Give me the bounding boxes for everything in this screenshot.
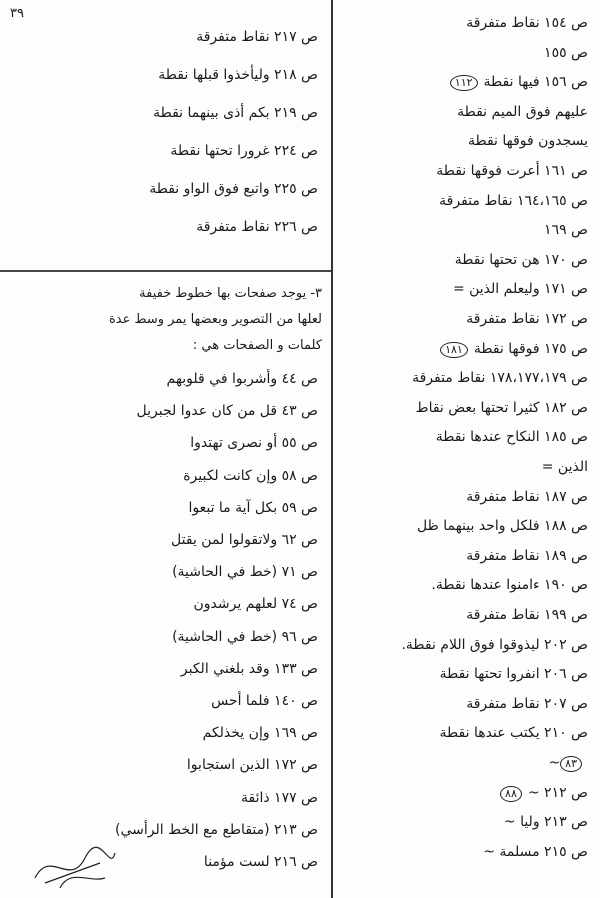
note-line: [504, 813, 588, 831]
note-line-text: ص ٥٩ بكل آية ما تبعوا: [188, 499, 318, 516]
note-line: [190, 434, 318, 452]
note-line-text: ص ٢١٦ لست مؤمنا: [203, 854, 318, 870]
note-line-text: ص ١٨٧ نقاط متفرقة: [466, 488, 588, 505]
note-line-text: ص ٢٢٤ غرورا تحتها نقطة: [170, 143, 318, 159]
note-line-text: ص ١٥٦ فيها نقطة: [483, 74, 588, 91]
note-line: [416, 399, 588, 417]
note-line: [196, 218, 318, 236]
note-line-text: ص ٤٤ وأشربوا في قلوبهم: [166, 371, 318, 387]
note-line: [153, 104, 318, 122]
note-line-text: ص ٢٢٥ واتبع فوق الواو نقطة: [149, 181, 318, 197]
note-line: [196, 28, 318, 46]
note-line: [417, 517, 588, 535]
note-line-text: ص ١٦١ أعرت فوقها نقطة: [436, 163, 588, 179]
note-line-text: ص ٧٤ لعلهم يرشدون: [193, 596, 318, 613]
note-line: [193, 595, 318, 613]
circled-number: ١١٢: [450, 75, 478, 91]
note-line: [468, 132, 588, 150]
note-line: [455, 251, 588, 269]
note-line: [440, 340, 588, 358]
vertical-divider: [331, 0, 333, 898]
note-line: [483, 843, 588, 861]
note-line: [172, 628, 318, 646]
note-line: [167, 370, 319, 388]
note-line: [466, 488, 588, 506]
note-line-text: ص ٢١٢ ~: [527, 784, 588, 801]
note-line: [401, 636, 588, 654]
note-line: [211, 692, 318, 710]
note-line-text: ص ١٥٥: [544, 44, 588, 61]
note-line: [542, 458, 588, 476]
note-line-text: ص ٢١٠ يكتب عندها نقطة: [439, 725, 588, 742]
note-line: [544, 221, 588, 239]
note-line-text: ص ١٧٨،١٧٧،١٧٩ نقاط متفرقة: [412, 370, 588, 387]
note-line-text: ص ١٧٢ الذين استجابوا: [186, 757, 318, 774]
page-number: ٣٩: [10, 6, 24, 21]
note-line: [544, 44, 588, 62]
note-line-text: ص ١٧٥ فوقها نقطة: [473, 340, 588, 357]
note-line: [171, 531, 318, 549]
note-line: [440, 665, 588, 683]
note-line-text: ص ١٨٥ النكاح عندها نقطة: [435, 429, 588, 446]
note-line: [203, 724, 318, 742]
note-line-text: ص ٧١ (خط في الحاشية): [172, 564, 318, 581]
note-line: [466, 14, 588, 32]
note-line-text: ص ١٩٠ ءامنوا عندها نقطة.: [431, 577, 588, 594]
note-line: [115, 821, 318, 839]
note-line: [500, 784, 588, 802]
note-line: [466, 547, 588, 565]
note-line: [137, 402, 318, 420]
note-line-text: ص ١٦٩ وإن يخذلكم: [202, 725, 318, 742]
note-line: [204, 853, 318, 871]
note-line: [436, 428, 588, 446]
note-line-text: ص ٢١٩ بكم أذى بينهما نقطة: [153, 105, 318, 121]
note-line-text: ص ١٣٣ وقد بلغني الكبر: [180, 660, 318, 677]
note-line-text: ص ١٨٢ كثيرا تحتها بعض نقاط: [415, 399, 588, 416]
note-line-text: ص ٦٢ ولاتقولوا لمن يقتل: [171, 532, 318, 548]
note-line: [412, 369, 588, 387]
circled-number: ١٨١: [440, 342, 468, 358]
note-line: [181, 660, 318, 678]
note-line-text: ص ٢١٥ مسلمة ~: [483, 843, 588, 860]
heading-line: كلمات و الصفحات هي :: [192, 338, 322, 353]
note-line-text: ص ٢٢٦ نقاط متفرقة: [196, 219, 318, 235]
note-line-text: ص ٢٠٢ ليذوقوا فوق اللام نقطة.: [401, 636, 588, 653]
note-line: [187, 756, 318, 774]
note-line-text: ص ٤٣ قل من كان عدوا لجبريل: [136, 403, 318, 420]
note-line: [440, 724, 588, 742]
note-line: [170, 142, 318, 160]
note-line: [241, 789, 318, 807]
note-line-text: ص ٩٦ (خط في الحاشية): [172, 628, 318, 645]
note-line-text: ص ١٥٤ نقاط متفرقة: [466, 15, 588, 31]
note-line: [172, 563, 318, 581]
note-line-text: ص ٢١٨ وليأخذوا قبلها نقطة: [158, 67, 318, 83]
note-line-text: ص ١٦٤،١٦٥ نقاط متفرقة: [439, 192, 588, 209]
note-line-text: ص ٥٥ أو نصرى تهتدوا: [190, 435, 318, 452]
note-line: [188, 499, 318, 517]
signature-scribble: [30, 838, 120, 893]
note-line-text: الذين =: [541, 459, 588, 475]
note-line-text: ~: [548, 755, 561, 771]
note-line: [548, 754, 588, 772]
note-line-text: ص ١٨٩ نقاط متفرقة: [466, 547, 588, 564]
horizontal-divider: [0, 270, 331, 272]
circled-number: ٨٨: [500, 786, 522, 802]
note-line-text: ص ٢٠٧ نقاط متفرقة: [466, 695, 588, 712]
note-line-text: ص ١٦٩: [544, 222, 588, 239]
note-line-text: ص ٢٠٦ انفروا تحتها نقطة: [439, 666, 588, 683]
note-line-text: ص ٢١٣ (متقاطع مع الخط الرأسي): [115, 821, 318, 838]
note-line: [436, 162, 588, 180]
note-line: [453, 280, 588, 298]
note-line-text: ص ١٧٢ نقاط متفرقة: [466, 311, 588, 327]
note-line-text: ص ١٩٩ نقاط متفرقة: [466, 607, 588, 623]
circled-number: ٨٣: [560, 756, 582, 772]
note-line-text: ص ٢١٧ نقاط متفرقة: [196, 29, 318, 45]
note-line-text: ص ٥٨ وإن كانت لكبيرة: [183, 467, 318, 484]
note-line-text: ص ١٧٧ ذائقة: [240, 789, 318, 806]
note-line: [466, 695, 588, 713]
note-line: [457, 103, 588, 121]
note-line: [149, 180, 318, 198]
note-line: [466, 310, 588, 328]
note-line: [439, 192, 588, 210]
note-line-text: عليهم فوق الميم نقطة: [457, 103, 588, 120]
note-line: [158, 66, 318, 84]
note-line-text: ص ١٧١ وليعلم الذين =: [452, 281, 588, 298]
note-line-text: ص ٢١٣ وليا ~: [503, 814, 588, 831]
note-line-text: ص ١٤٠ فلما أحس: [211, 693, 318, 709]
note-line-text: يسجدون فوقها نقطة: [467, 133, 588, 150]
note-line-text: ص ١٨٨ فلكل واحد بينهما ظل: [417, 518, 588, 535]
note-line: [466, 606, 588, 624]
note-line-text: ص ١٧٠ هن تحتها نقطة: [454, 251, 588, 268]
heading-line: لعلها من التصوير وبعضها يمر وسط عدة: [108, 312, 322, 327]
note-line: [183, 467, 318, 485]
note-line: [431, 576, 588, 594]
note-line: [450, 73, 588, 91]
heading-line: ٣- يوجد صفحات بها خطوط خفيفة: [139, 286, 322, 301]
